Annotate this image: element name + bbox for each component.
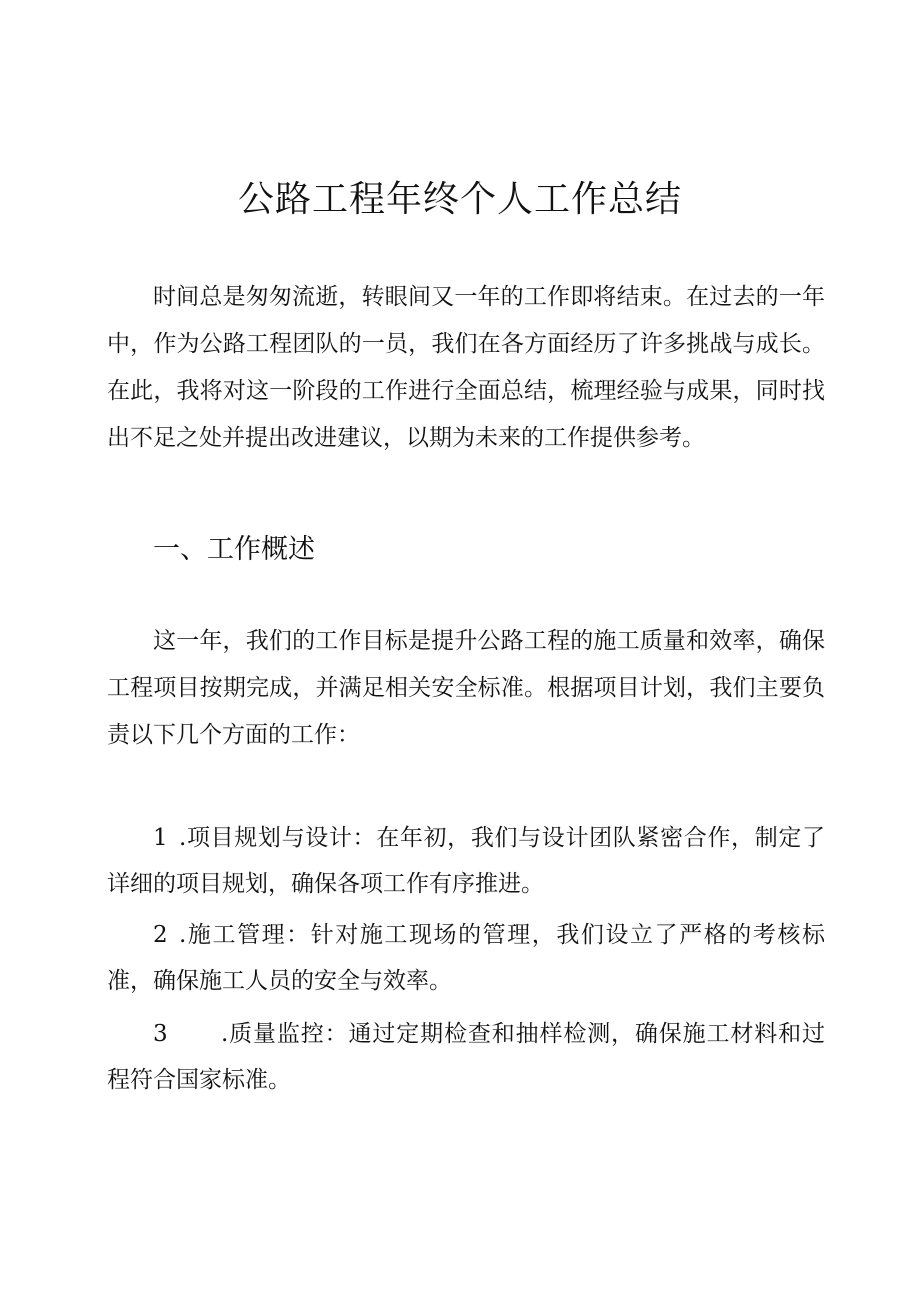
list-item: [107, 1011, 825, 1103]
list-item: [107, 815, 825, 907]
overview-paragraph: 这一年，我们的工作目标是提升公路工程的施工质量和效率，确保工程项目按期完成，并满足相关安全标准。根据项目计划，我们主要负责以下几个方面的工作：: [107, 628, 825, 748]
list-item-text: .施工管理：针对施工现场的管理，我们设立了严格的考核标准，确保施工人员的安全与效率。: [107, 922, 825, 994]
list-item-number: 1: [153, 825, 168, 851]
list-item-number: 3: [153, 1021, 168, 1047]
section-heading-overview: 一、工作概述: [153, 534, 315, 565]
document-title: 公路工程年终个人工作总结: [237, 179, 682, 220]
list-item: [107, 912, 825, 1004]
intro-paragraph: 时间总是匆匆流逝，转眼间又一年的工作即将结束。在过去的一年中，作为公路工程团队的一员，我们在各方面经历了许多挑战与成长。在此，我将对这一阶段的工作进行全面总结，梳理经验与成果，同时找出不足之处并提出改进建议，以期为未来的工作提供参考。: [107, 284, 825, 451]
list-item-text: .项目规划与设计：在年初，我们与设计团队紧密合作，制定了详细的项目规划，确保各项工作有序推进。: [107, 825, 825, 897]
list-item-number: 2: [153, 922, 168, 948]
list-item-text: .质量监控：通过定期检查和抽样检测，确保施工材料和过程符合国家标准。: [107, 1021, 825, 1093]
